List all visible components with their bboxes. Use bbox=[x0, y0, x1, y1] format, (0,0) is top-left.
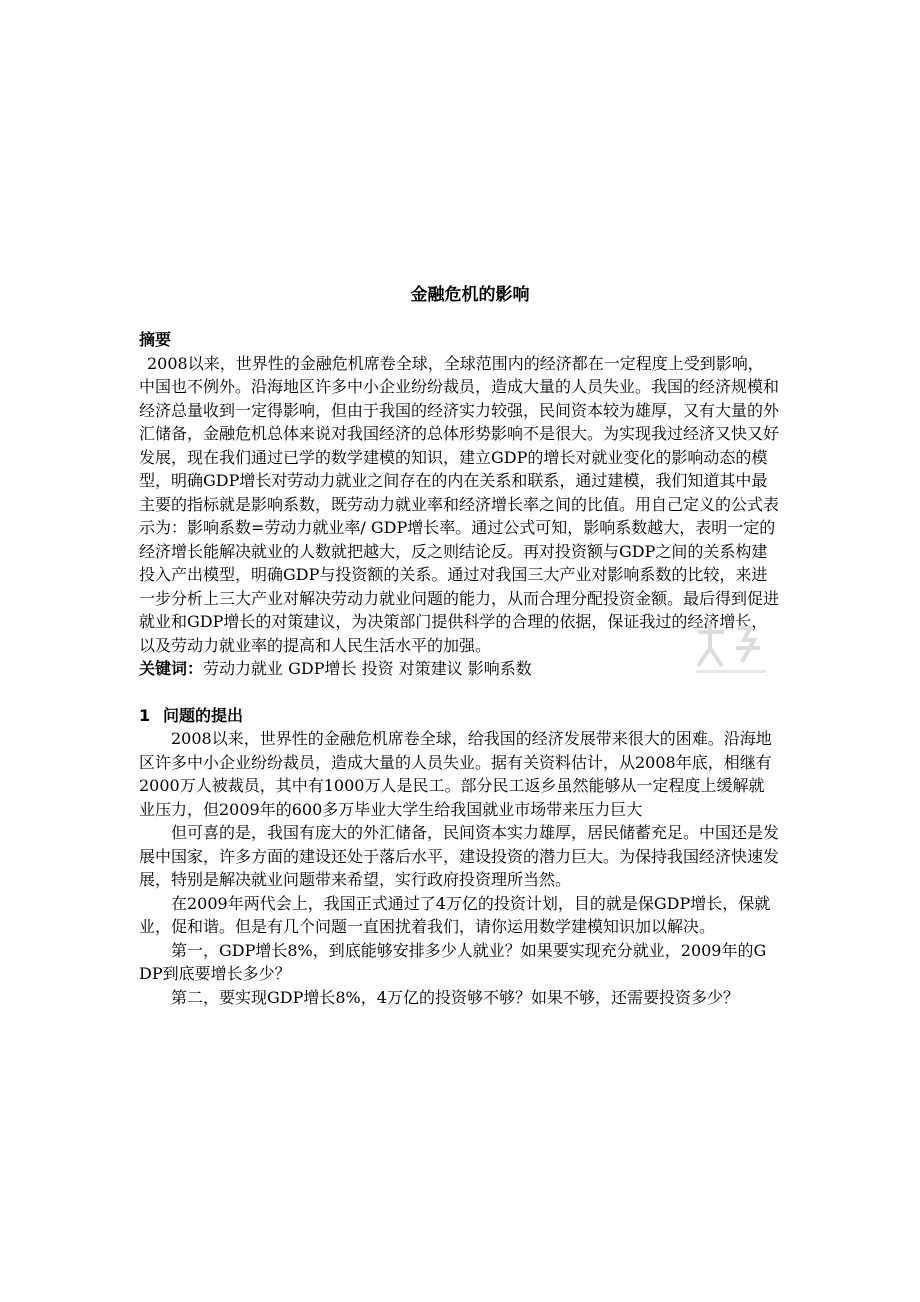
section-1-paragraph-3: 在2009年两代会上，我国正式通过了4万亿的投资计划，目的就是保GDP增长，保就业，促和谐。但是有几个问题一直困扰着我们，请你运用数学建模知识加以解决。 bbox=[139, 893, 771, 936]
document-content bbox=[139, 328, 779, 1009]
keywords-line bbox=[139, 657, 779, 681]
section-1-paragraph-1: 2008以来，世界性的金融危机席卷全球，给我国的经济发展带来很大的困难。沿海地区许多中小企业纷纷裁员，造成大量的人员失业。据有关资料估计，从2008年底，相继有2000万人被裁员，其中有1000万人是民工。部分民工返乡虽然能够从一定程度上缓解就业压力，但2009年的600多万毕业大学生给我国就业市场带来压力巨大 bbox=[139, 729, 772, 819]
section-1-paragraph-4: 第一，GDP增长8%，到底能够安排多少人就业？如果要实现充分就业，2009年的GDP到底要增长多少？ bbox=[139, 940, 767, 983]
abstract-body: 2008以来，世界性的金融危机席卷全球，全球范围内的经济都在一定程度上受到影响，中国也不例外。沿海地区许多中小企业纷纷裁员，造成大量的人员失业。我国的经济规模和经济总量收到一定得影响，但由于我国的经济实力较强，民间资本较为雄厚，又有大量的外汇储备，金融危机总体来说对我国经济的总体形势影响不是很大。为实现我过经济又快又好发展，现在我们通过已学的数学建模的知识，建立GDP的增长对就业变化的影响动态的模型，明确GDP增长对劳动力就业之间存在的内在关系和联系，通过建模，我们知道其中最主要的指标就是影响系数，既劳动力就业率和经济增长率之间的比值。用自己定义的公式表示为：影响系数=劳动力就业率/ GDP增长率。通过公式可知，影响系数越大，表明一定的经济增长能解决就业的人数就把越大，反之则结论反。再对投资额与GDP之间的关系构建投入产出模型，明确GDP与投资额的关系。通过对我国三大产业对影响系数的比较，来进一步分析上三大产业对解决劳动力就业问题的能力，从而合理分配投资金额。最后得到促进就业和GDP增长的对策建议，为决策部门提供科学的合理的依据，保证我过的经济增长，以及劳动力就业率的提高和人民生活水平的加强。 bbox=[139, 353, 780, 655]
keywords-label: 关键词： bbox=[139, 659, 204, 678]
keywords-text: 劳动力就业 GDP增长 投资 对策建议 影响系数 bbox=[203, 659, 532, 678]
section-1-paragraph-2: 但可喜的是，我国有庞大的外汇储备，民间资本实力雄厚，居民储蓄充足。中国还是发展中国家，许多方面的建设还处于落后水平，建设投资的潜力巨大。为保持我国经济快速发展，特别是解决就业问题带来希望，实行政府投资理所当然。 bbox=[139, 823, 780, 889]
section-1-number: 1 bbox=[139, 705, 151, 725]
section-1 bbox=[139, 704, 779, 1010]
section-1-heading bbox=[139, 704, 779, 728]
section-1-title: 问题的提出 bbox=[163, 705, 244, 725]
section-1-paragraph-5: 第二，要实现GDP增长8%，4万亿的投资够不够？如果不够，还需要投资多少？ bbox=[171, 987, 739, 1007]
document-title: 金融危机的影响 bbox=[410, 285, 530, 305]
abstract-heading: 摘要 bbox=[139, 330, 172, 349]
